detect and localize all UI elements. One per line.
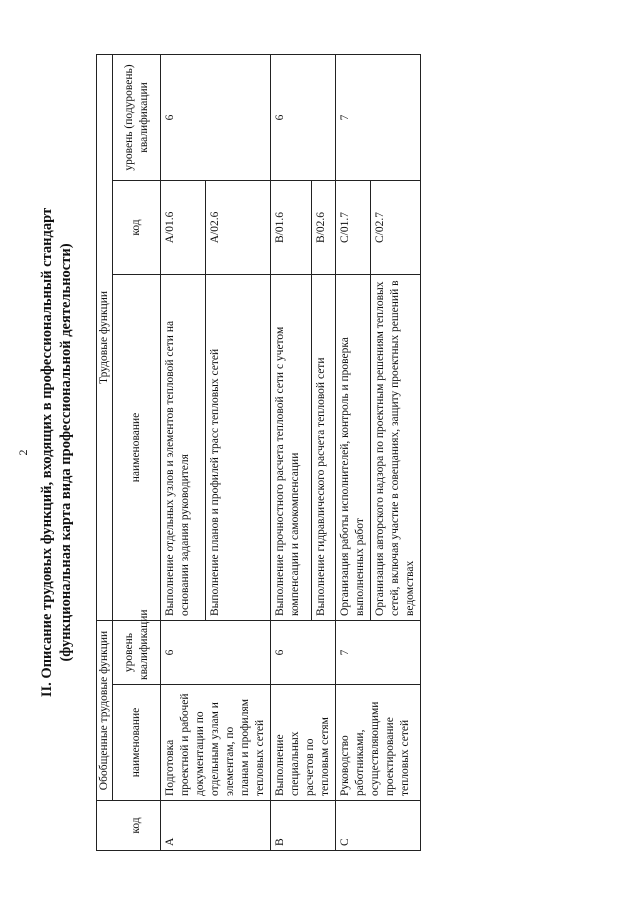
functional-map-table bbox=[96, 54, 421, 851]
column-header-function-name: наименование bbox=[113, 274, 161, 620]
generalized-function-name: Подготовка проектной и рабочей документации по отдельным узлам и элементам, по планам и профилям тепловых сетей bbox=[161, 685, 271, 801]
function-code: C/01.7 bbox=[336, 180, 371, 274]
column-header-function-level: уровень (подуровень) квалификации bbox=[113, 54, 161, 180]
column-header-level: уровень квалификации bbox=[113, 620, 161, 684]
generalized-function-code: A bbox=[161, 801, 271, 851]
function-level: 6 bbox=[161, 54, 271, 180]
function-code: B/02.6 bbox=[312, 180, 336, 274]
column-header-function-code: код bbox=[113, 180, 161, 274]
function-level: 6 bbox=[271, 54, 336, 180]
table-row bbox=[271, 54, 312, 850]
header-group-row bbox=[97, 54, 113, 850]
generalized-function-level: 7 bbox=[336, 620, 421, 684]
header-column-row bbox=[113, 54, 161, 850]
generalized-function-name: Руководство работниками, осуществляющими проектирование тепловых сетей bbox=[336, 685, 421, 801]
function-name: Организация авторского надзора по проектным решениям тепловых сетей, включая участие в совещаниях, защиту проектных решений в ведомствах bbox=[371, 274, 421, 620]
section-title-line-1: II. Описание трудовых функций, входящих в профессиональный стандарт bbox=[39, 207, 55, 698]
section-title bbox=[38, 0, 76, 905]
functional-map-table-wrapper bbox=[96, 55, 416, 851]
column-header-name: наименование bbox=[113, 685, 161, 801]
generalized-function-level: 6 bbox=[161, 620, 271, 684]
function-code: B/01.6 bbox=[271, 180, 312, 274]
generalized-function-code: C bbox=[336, 801, 421, 851]
function-name: Выполнение отдельных узлов и элементов тепловой сети на основании задания руководителя bbox=[161, 274, 206, 620]
function-level: 7 bbox=[336, 54, 421, 180]
function-code: C/02.7 bbox=[371, 180, 421, 274]
header-spacer-cell bbox=[97, 801, 113, 851]
page-number: 2 bbox=[16, 449, 30, 456]
generalized-function-level: 6 bbox=[271, 620, 336, 684]
function-name: Выполнение прочностного расчета тепловой сети с учетом компенсации и самокомпенсации bbox=[271, 274, 312, 620]
group-header-generalized: Обобщенные трудовые функции bbox=[97, 620, 113, 800]
column-header-code: код bbox=[113, 801, 161, 851]
function-name: Организация работы исполнителей, контроль и проверка выполненных работ bbox=[336, 274, 371, 620]
table-row bbox=[336, 54, 371, 850]
generalized-function-name: Выполнение специальных расчетов по тепловым сетям bbox=[271, 685, 336, 801]
group-header-functions: Трудовые функции bbox=[97, 54, 113, 620]
table-row bbox=[161, 54, 206, 850]
generalized-function-code: B bbox=[271, 801, 336, 851]
section-title-line-2: (функциональная карта вида профессиональной деятельности) bbox=[58, 243, 74, 662]
function-name: Выполнение гидравлического расчета тепловой сети bbox=[312, 274, 336, 620]
function-name: Выполнение планов и профилей трасс тепловых сетей bbox=[206, 274, 271, 620]
function-code: A/01.6 bbox=[161, 180, 206, 274]
function-code: A/02.6 bbox=[206, 180, 271, 274]
